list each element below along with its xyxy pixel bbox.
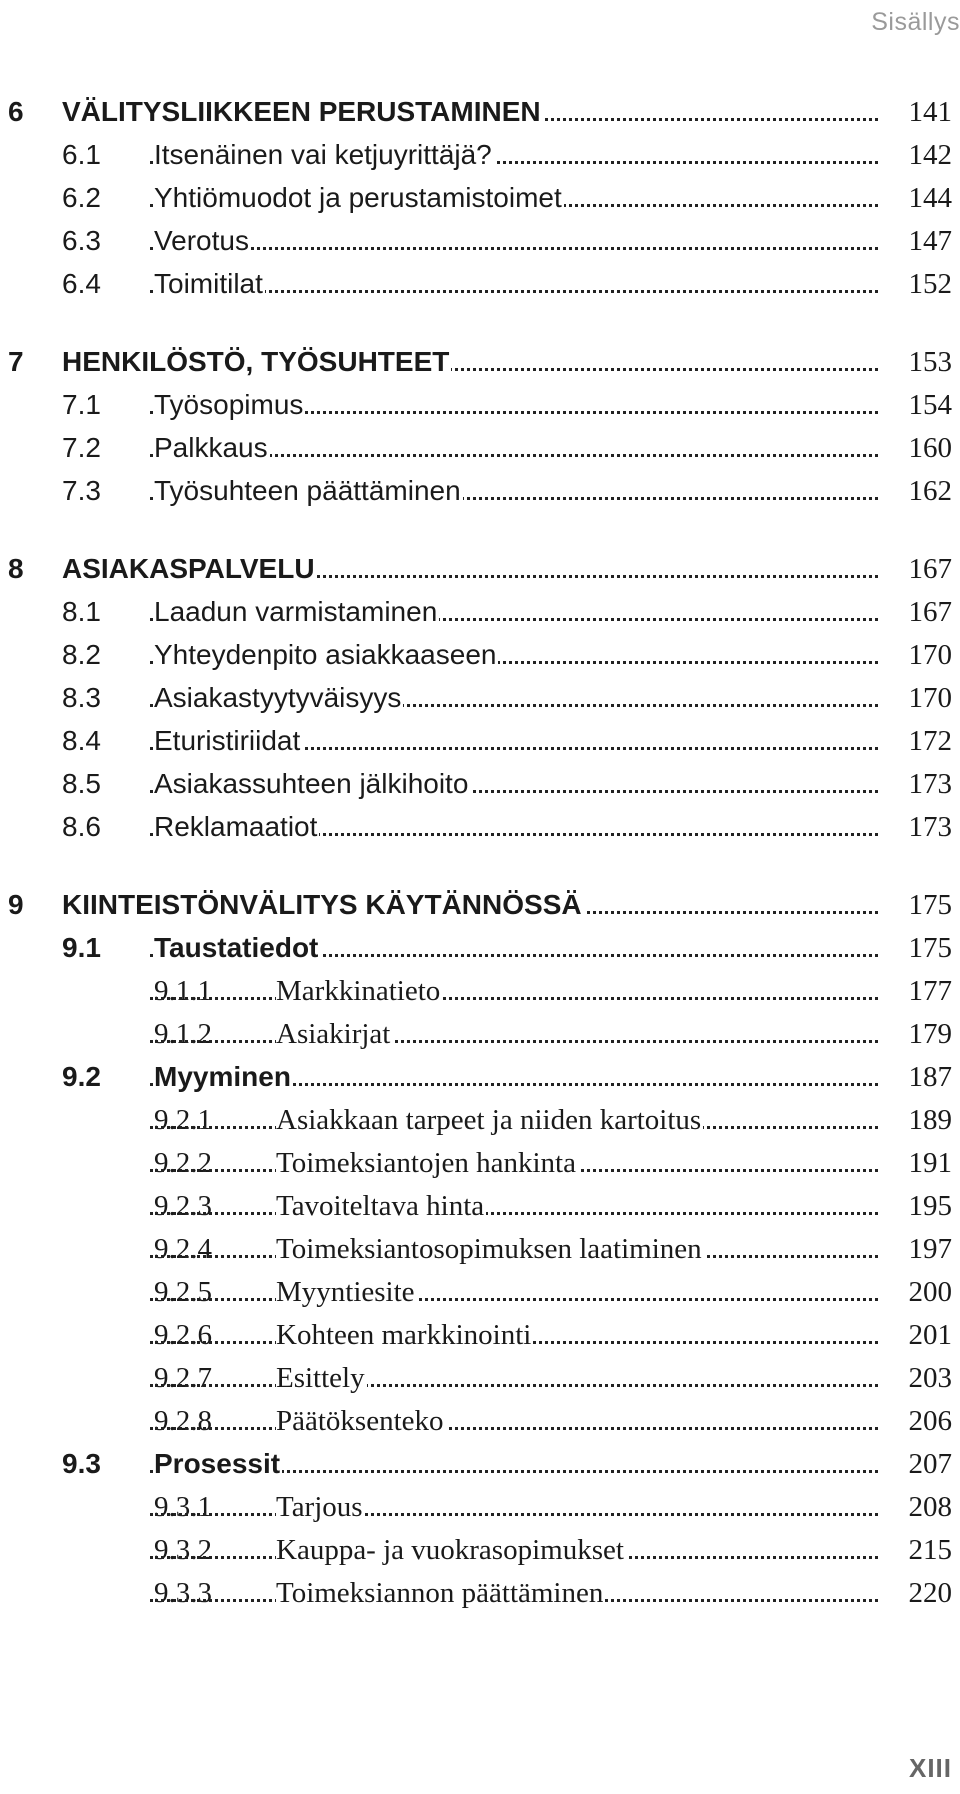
- toc-entry: [0, 972, 952, 1010]
- toc-entry-page: 179: [908, 1018, 952, 1050]
- toc-entry-number: 7: [8, 346, 24, 377]
- toc-entry: [0, 1101, 952, 1139]
- toc-entry-number: 8.1: [62, 596, 101, 627]
- toc-entry-page: 187: [908, 1061, 952, 1093]
- toc-entry: [0, 679, 952, 717]
- toc-leader-dots: [150, 1298, 878, 1301]
- toc-entry-title: Asiakkaan tarpeet ja niiden kartoitus: [276, 1101, 703, 1139]
- toc-entry-number: 8.2: [62, 639, 101, 670]
- toc-entry-number: 9.2.8: [154, 1405, 212, 1437]
- toc-entry-title: Myyntiesite: [276, 1273, 417, 1311]
- toc-leader-dots: [150, 1427, 878, 1430]
- toc-entry-page: 203: [908, 1362, 952, 1394]
- toc-entry-title: KIINTEISTÖNVÄLITYS KÄYTÄNNÖSSÄ: [62, 886, 584, 924]
- toc-entry-page: 160: [908, 432, 952, 464]
- toc-entry-title: Toimitilat: [154, 265, 265, 303]
- toc-entry: [0, 1273, 952, 1311]
- toc-entry-page: 220: [908, 1577, 952, 1609]
- toc-entry-page: 144: [908, 182, 952, 214]
- toc-entry-page: 152: [908, 268, 952, 300]
- toc-entry-page: 167: [908, 596, 952, 628]
- toc-entry-title: Taustatiedot: [154, 929, 320, 967]
- toc-entry-title: Asiakastyytyväisyys: [154, 679, 403, 717]
- toc-entry: [0, 1058, 952, 1096]
- toc-entry-title: Työsuhteen päättäminen: [154, 472, 463, 510]
- toc-entry: [0, 1230, 952, 1268]
- toc-entry-page: 170: [908, 682, 952, 714]
- toc-entry-page: 173: [908, 768, 952, 800]
- toc-entry-title: Eturistiriidat: [154, 722, 302, 760]
- toc-entry-page: 147: [908, 225, 952, 257]
- toc-entry-page: 175: [908, 932, 952, 964]
- toc-entry-title: Kohteen markkinointi: [276, 1316, 533, 1354]
- toc-entry-page: 201: [908, 1319, 952, 1351]
- toc-entry-number: 8.4: [62, 725, 101, 756]
- toc-entry-title: Yhtiömuodot ja perustamistoimet: [154, 179, 564, 217]
- toc-entry: [0, 179, 952, 217]
- toc-entry-page: 170: [908, 639, 952, 671]
- toc-entry-page: 191: [908, 1147, 952, 1179]
- toc-entry: [0, 593, 952, 631]
- running-header: Sisällys: [871, 8, 960, 36]
- toc-entry-number: 9.1: [62, 932, 101, 963]
- toc-entry: [0, 265, 952, 303]
- toc-entry-title: Itsenäinen vai ketjuyrittäjä?: [154, 136, 494, 174]
- toc-entry-page: 208: [908, 1491, 952, 1523]
- toc-entry-title: ASIAKASPALVELU: [62, 550, 317, 588]
- toc-entry-page: 175: [908, 889, 952, 921]
- toc-entry: [0, 765, 952, 803]
- toc-entry-title: Laadun varmistaminen: [154, 593, 439, 631]
- toc-entry-title: Tavoiteltava hinta: [276, 1187, 486, 1225]
- toc-entry-title: Myyminen: [154, 1058, 293, 1096]
- toc-entry-title: Reklamaatiot: [154, 808, 319, 846]
- toc-entry-title: Toimeksiantojen hankinta: [276, 1144, 578, 1182]
- toc-entry: [0, 550, 952, 588]
- toc-entry-title: Verotus: [154, 222, 251, 260]
- toc-entry-page: 195: [908, 1190, 952, 1222]
- toc-leader-dots: [150, 997, 878, 1000]
- toc-entry: [0, 929, 952, 967]
- toc-entry: [0, 722, 952, 760]
- toc-entry: [0, 1488, 952, 1526]
- toc-entry: [0, 386, 952, 424]
- toc-entry-page: 200: [908, 1276, 952, 1308]
- toc-entry-title: Prosessit: [154, 1445, 282, 1483]
- toc-entry-title: Markkinatieto: [276, 972, 442, 1010]
- toc-entry: [0, 1359, 952, 1397]
- toc-entry-title: Tarjous: [276, 1488, 365, 1526]
- toc-entry: [0, 1316, 952, 1354]
- toc-entry: [0, 808, 952, 846]
- toc-entry-page: 167: [908, 553, 952, 585]
- toc-entry-page: 173: [908, 811, 952, 843]
- toc-entry-page: 153: [908, 346, 952, 378]
- toc-entry-number: 6.1: [62, 139, 101, 170]
- toc-entry-number: 8.5: [62, 768, 101, 799]
- toc-entry: [0, 93, 952, 131]
- toc-entry-number: 9.1.1: [154, 975, 212, 1007]
- toc-leader-dots: [150, 1384, 878, 1387]
- toc-entry-page: 197: [908, 1233, 952, 1265]
- toc-entry-number: 9.2.7: [154, 1362, 212, 1394]
- toc-leader-dots: [150, 1513, 878, 1516]
- toc-entry-number: 6.3: [62, 225, 101, 256]
- toc-entry-title: Asiakassuhteen jälkihoito: [154, 765, 470, 803]
- toc-entry-number: 7.1: [62, 389, 101, 420]
- toc-entry-number: 9: [8, 889, 24, 920]
- toc-entry-page: 206: [908, 1405, 952, 1437]
- toc-leader-dots: [150, 1040, 878, 1043]
- toc-entry-title: Kauppa- ja vuokrasopimukset: [276, 1531, 626, 1569]
- toc-entry-number: 8.3: [62, 682, 101, 713]
- toc-entry: [0, 1574, 952, 1612]
- toc-entry-page: 189: [908, 1104, 952, 1136]
- toc-entry: [0, 1402, 952, 1440]
- toc-entry-number: 9.2.3: [154, 1190, 212, 1222]
- page-number: XIII: [908, 1753, 952, 1783]
- toc-entry-number: 9.2.5: [154, 1276, 212, 1308]
- toc-leader-dots: [150, 1212, 878, 1215]
- toc-entry-title: Toimeksiantosopimuksen laatiminen: [276, 1230, 704, 1268]
- toc-entry-number: 9.3: [62, 1448, 101, 1479]
- toc-entry-number: 9.3.2: [154, 1534, 212, 1566]
- toc-entry-title: Yhteydenpito asiakkaaseen: [154, 636, 498, 674]
- toc-entry-number: 8.6: [62, 811, 101, 842]
- toc-entry-number: 9.2.6: [154, 1319, 212, 1351]
- toc-entry-page: 141: [908, 96, 952, 128]
- toc-entry: [0, 1531, 952, 1569]
- toc-entry: [0, 1015, 952, 1053]
- toc-entry-title: Esittely: [276, 1359, 367, 1397]
- toc-entry-page: 177: [908, 975, 952, 1007]
- toc-entry-page: 207: [908, 1448, 952, 1480]
- toc-entry-number: 9.2: [62, 1061, 101, 1092]
- toc-entry-number: 7.2: [62, 432, 101, 463]
- toc-entry-number: 9.3.3: [154, 1577, 212, 1609]
- toc-entry-title: Palkkaus: [154, 429, 270, 467]
- toc-entry-number: 9.1.2: [154, 1018, 212, 1050]
- toc-entry-page: 142: [908, 139, 952, 171]
- toc-entry-title: HENKILÖSTÖ, TYÖSUHTEET: [62, 343, 451, 381]
- toc-entry-number: 9.2.2: [154, 1147, 212, 1179]
- toc-entry-title: Työsopimus: [154, 386, 305, 424]
- toc-entry-title: Päätöksenteko: [276, 1402, 446, 1440]
- toc-entry-page: 215: [908, 1534, 952, 1566]
- toc-entry-title: Asiakirjat: [276, 1015, 392, 1053]
- toc-leader-dots: [150, 247, 878, 250]
- toc-entry: [0, 636, 952, 674]
- toc-entry: [0, 1144, 952, 1182]
- toc-entry-title: VÄLITYSLIIKKEEN PERUSTAMINEN: [62, 93, 543, 131]
- toc-entry-page: 154: [908, 389, 952, 421]
- toc-entry-number: 8: [8, 553, 24, 584]
- toc-entry-number: 9.2.1: [154, 1104, 212, 1136]
- toc-entry-number: 9.2.4: [154, 1233, 212, 1265]
- toc-entry: [0, 429, 952, 467]
- toc-entry: [0, 472, 952, 510]
- toc-entry-number: 6.2: [62, 182, 101, 213]
- toc-entry: [0, 136, 952, 174]
- toc-entry-number: 9.3.1: [154, 1491, 212, 1523]
- toc-entry: [0, 886, 952, 924]
- toc-entry-page: 162: [908, 475, 952, 507]
- toc-entry-number: 6: [8, 96, 24, 127]
- toc-entry: [0, 1445, 952, 1483]
- toc-entry-page: 172: [908, 725, 952, 757]
- toc-entry-number: 6.4: [62, 268, 101, 299]
- toc-entry: [0, 343, 952, 381]
- toc-entry: [0, 1187, 952, 1225]
- toc-entry-number: 7.3: [62, 475, 101, 506]
- toc-entry-title: Toimeksiannon päättäminen: [276, 1574, 605, 1612]
- toc-entry: [0, 222, 952, 260]
